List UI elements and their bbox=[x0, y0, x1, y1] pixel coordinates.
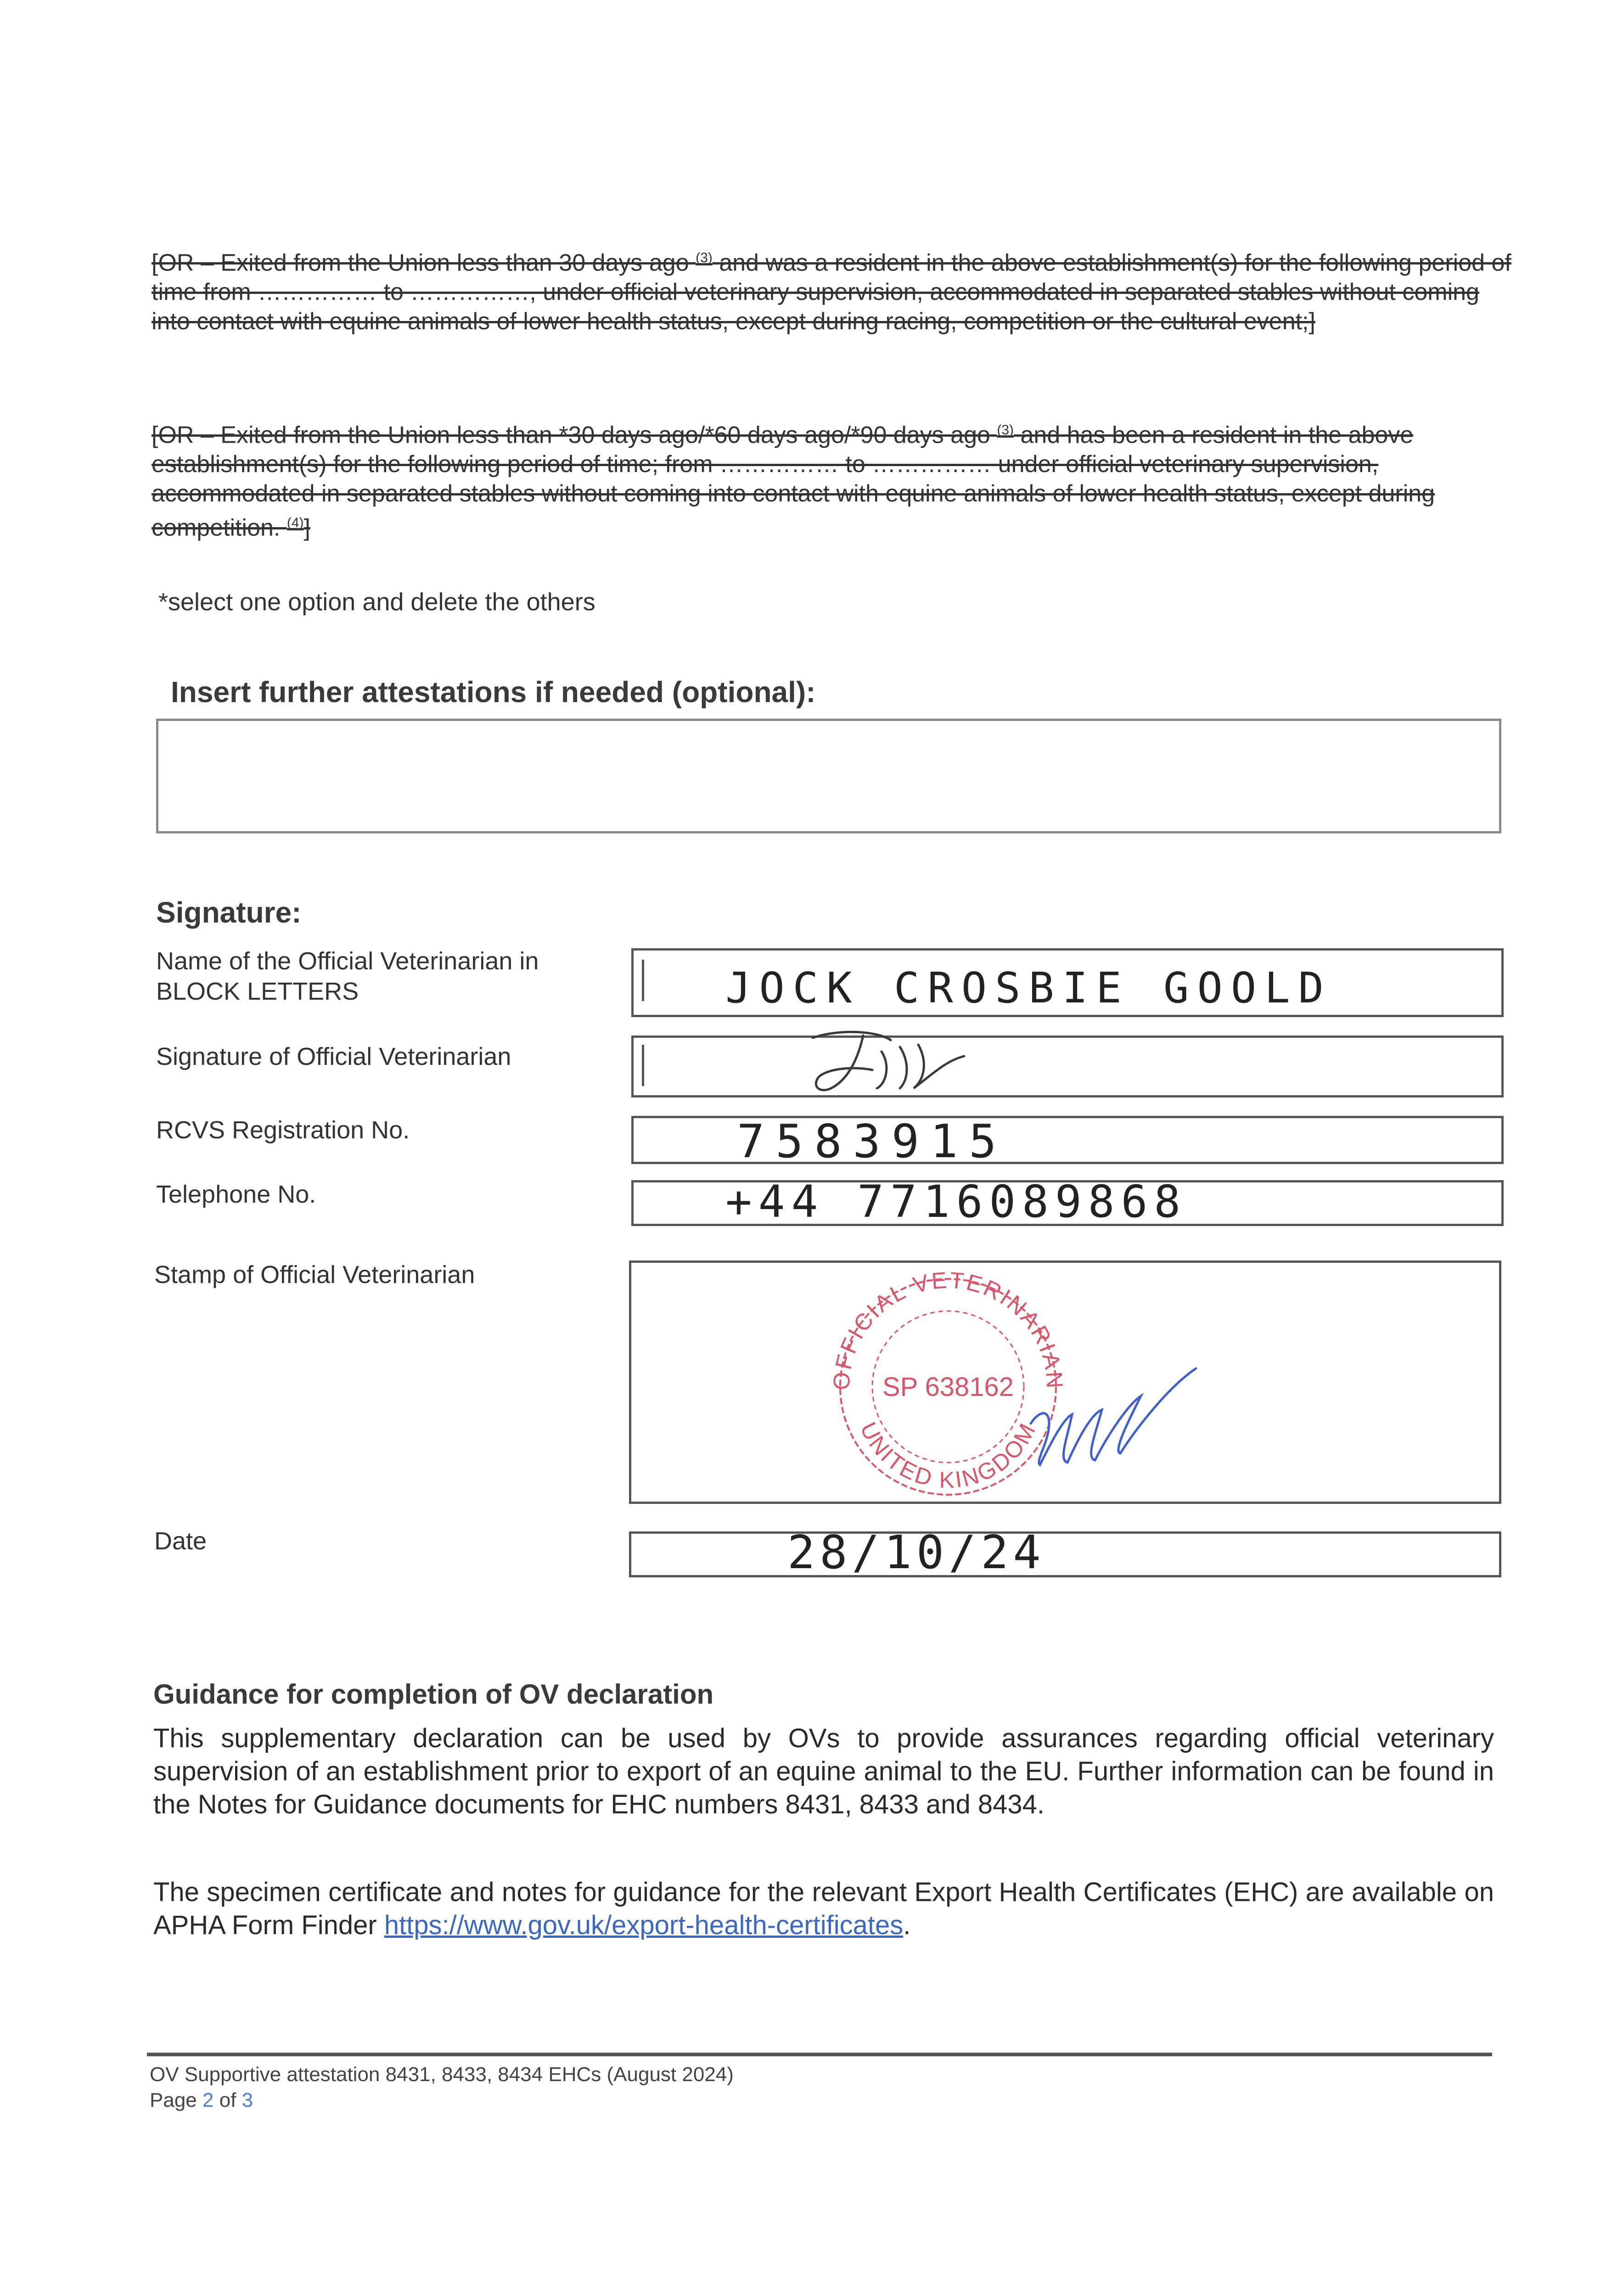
date-label: Date bbox=[154, 1527, 207, 1555]
name-label bbox=[156, 946, 539, 1007]
name-field[interactable] bbox=[631, 948, 1504, 1017]
rcvs-label: RCVS Registration No. bbox=[156, 1116, 410, 1144]
stamp-label: Stamp of Official Veterinarian bbox=[154, 1261, 475, 1289]
footer-document-title: OV Supportive attestation 8431, 8433, 8434 EHCs (August 2024) bbox=[150, 2063, 734, 2086]
further-attestations-heading: Insert further attestations if needed (optional): bbox=[171, 675, 816, 709]
name-label-line1: Name of the Official Veterinarian in bbox=[156, 947, 539, 975]
rcvs-value: 7583915 bbox=[737, 1114, 1008, 1168]
date-field[interactable] bbox=[629, 1525, 1501, 1579]
name-field-tick bbox=[642, 960, 644, 1001]
date-value: 28/10/24 bbox=[787, 1525, 1045, 1579]
signature-field[interactable] bbox=[631, 1035, 1504, 1097]
telephone-field[interactable] bbox=[631, 1176, 1504, 1227]
signature-heading: Signature: bbox=[156, 896, 302, 929]
name-label-line2: BLOCK LETTERS bbox=[156, 978, 359, 1005]
footer-page-total: 3 bbox=[241, 2089, 253, 2111]
footer-page-word: Page bbox=[150, 2089, 197, 2111]
footer-page-current: 2 bbox=[202, 2089, 214, 2111]
guidance-paragraph-2 bbox=[153, 1876, 1494, 1942]
option-two-superscript-a: (3) bbox=[997, 422, 1014, 438]
export-health-certificates-link[interactable]: https://www.gov.uk/export-health-certificates bbox=[384, 1910, 904, 1940]
handwritten-signature bbox=[771, 1019, 1010, 1102]
option-two-text-a: [OR – Exited from the Union less than *30 days ago/*60 days ago/*90 days ago bbox=[152, 422, 990, 449]
option-one-text-a: [OR – Exited from the Union less than 30 days ago bbox=[152, 249, 689, 276]
struck-option-two bbox=[152, 416, 1515, 543]
stamp-signature-scribble bbox=[1022, 1355, 1214, 1483]
struck-option-one bbox=[152, 243, 1515, 336]
option-one-superscript: (3) bbox=[696, 250, 713, 265]
footer-of-word: of bbox=[219, 2089, 236, 2111]
rcvs-field[interactable] bbox=[631, 1114, 1504, 1168]
stamp-field[interactable] bbox=[629, 1261, 1501, 1504]
further-attestations-box[interactable] bbox=[156, 719, 1501, 833]
stamp-number: SP 638162 bbox=[882, 1372, 1014, 1402]
telephone-value: +44 7716089868 bbox=[725, 1176, 1187, 1227]
stamp-top-text: OFFICIAL VETERINARIAN bbox=[828, 1267, 1068, 1391]
signature-field-tick bbox=[642, 1045, 644, 1086]
guidance-paragraph-2-end: . bbox=[903, 1910, 911, 1940]
guidance-heading: Guidance for completion of OV declaration bbox=[153, 1679, 714, 1710]
footer bbox=[150, 2062, 734, 2113]
select-note: *select one option and delete the others bbox=[158, 588, 595, 616]
guidance-paragraph-2-text: The specimen certificate and notes for guidance for the relevant Export Health Certificates (EHC) are available on APHA Form Finder bbox=[153, 1877, 1494, 1940]
footer-rule bbox=[147, 2053, 1492, 2056]
guidance-paragraph-1: This supplementary declaration can be used by OVs to provide assurances regarding official veterinary supervision of an establishment prior to export of an equine animal to the EU. Further information can be found in the Notes for Guidance documents for EHC numbers 8431, 8433 and 8434. bbox=[153, 1723, 1494, 1819]
option-two-text-c: ] bbox=[303, 514, 310, 541]
footer-page-number bbox=[150, 2088, 734, 2113]
signature-label: Signature of Official Veterinarian bbox=[156, 1043, 511, 1070]
option-two-text-b: and has been a resident in the above establishment(s) for the following period of time; from …………… to …………… under official veterinary supervision, accommodated in separated stables without coming into contact with equine animals of lower health status, except during competition. bbox=[152, 422, 1435, 541]
telephone-label: Telephone No. bbox=[156, 1181, 316, 1208]
name-value: JOCK CROSBIE GOOLD bbox=[725, 963, 1332, 1013]
option-one-text-b: and was a resident in the above establishment(s) for the following period of time from …………… to ……………, under official veterinary supervision, accommodated in separated stables without coming into contact with equine animals of lower health status, except during racing, competition or the cultural event;] bbox=[152, 249, 1511, 335]
stamp-bottom-text: UNITED KINGDOM bbox=[855, 1418, 1041, 1493]
option-two-superscript-b: (4) bbox=[286, 515, 304, 531]
